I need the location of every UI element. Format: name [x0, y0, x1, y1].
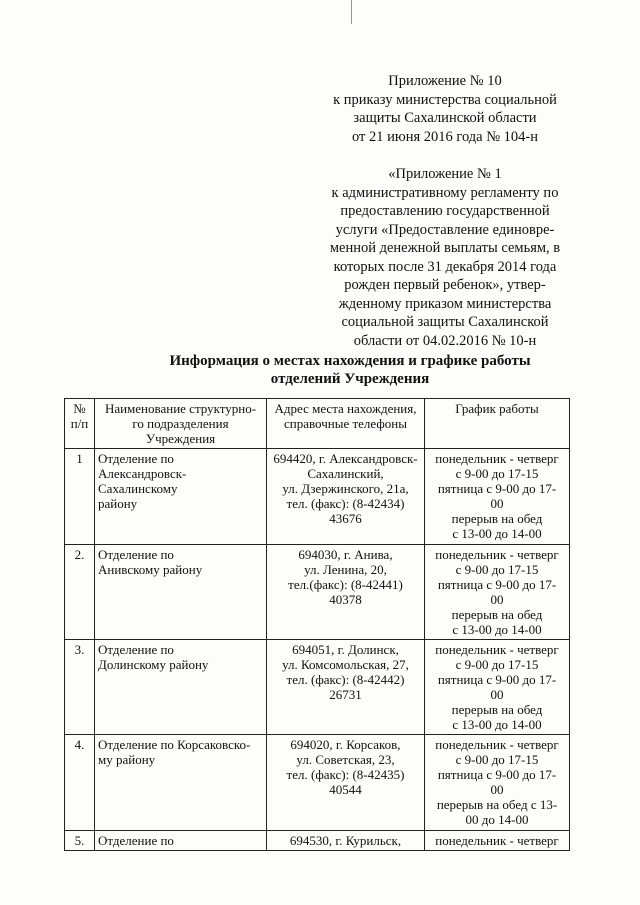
office-address-line: 43676: [329, 511, 362, 526]
office-name: [95, 831, 267, 851]
office-address-line: 40378: [329, 592, 362, 607]
appendix-1-line: рожден первый ребенок», утвер-: [344, 277, 546, 293]
header-line: График работы: [455, 401, 539, 416]
office-address: [267, 640, 425, 735]
office-address-line: ул. Комсомольская, 27,: [282, 657, 409, 672]
header-name: [95, 399, 267, 449]
office-name-line: Отделение по Корсаковско-: [98, 737, 251, 752]
office-schedule-line: понедельник - четверг: [435, 737, 559, 752]
office-schedule: [425, 831, 570, 851]
office-name-line: району: [98, 496, 138, 511]
office-schedule-line: понедельник - четверг: [435, 833, 559, 848]
office-schedule: [425, 640, 570, 735]
office-address-line: 694530, г. Курильск,: [289, 833, 402, 848]
office-name-line: Сахалинскому: [98, 481, 178, 496]
row-number: 2.: [65, 545, 95, 640]
office-schedule-line: понедельник - четверг: [435, 547, 559, 562]
office-address-line: ул. Ленина, 20,: [304, 562, 387, 577]
office-name-line: Анивскому району: [98, 562, 203, 577]
appendix-1-line: услуги «Предоставление единовре-: [335, 221, 555, 238]
office-name-line: Отделение по: [98, 547, 174, 562]
office-address-line: Сахалинский,: [307, 466, 384, 481]
office-schedule-line: пятница с 9-00 до 17-: [437, 481, 557, 496]
table-row: [65, 640, 570, 735]
office-name: [95, 735, 267, 831]
table-row: [65, 449, 570, 545]
office-schedule-line: 00: [490, 687, 504, 702]
appendix-1-line: жденному приказом министерства: [338, 295, 552, 312]
appendix-10-line: Приложение № 10: [388, 73, 502, 89]
table-row: [65, 735, 570, 831]
office-address-line: ул. Дзержинского, 21а,: [282, 481, 409, 496]
office-name-line: му району: [98, 752, 156, 767]
office-schedule-line: с 13-00 до 14-00: [452, 622, 542, 637]
appendix-1-line: социальной защиты Сахалинской: [341, 314, 549, 330]
office-schedule-line: с 9-00 до 17-15: [455, 466, 539, 481]
office-name-line: Отделение по: [98, 451, 174, 466]
office-schedule-line: 00: [490, 592, 504, 607]
office-schedule-line: с 9-00 до 17-15: [455, 562, 539, 577]
office-schedule-line: понедельник - четверг: [435, 642, 559, 657]
office-schedule: [425, 449, 570, 545]
document-title: [90, 352, 610, 388]
header-line: Адрес места нахождения,: [274, 401, 417, 416]
office-schedule-line: перерыв на обед: [451, 511, 543, 526]
office-address-line: 26731: [329, 687, 362, 702]
office-name-line: Долинскому району: [98, 657, 209, 672]
office-schedule-line: пятница с 9-00 до 17-: [437, 767, 557, 782]
appendix-header: [300, 72, 590, 350]
office-address-line: 694420, г. Александровск-: [273, 451, 418, 466]
table-body: [65, 449, 570, 851]
office-name: [95, 449, 267, 545]
table-row: [65, 831, 570, 851]
office-schedule-line: с 9-00 до 17-15: [455, 657, 539, 672]
office-schedule: [425, 545, 570, 640]
office-address-line: тел. (факс): (8-42442): [286, 672, 405, 687]
header-line: справочные телефоны: [284, 416, 407, 431]
office-address: [267, 545, 425, 640]
table-row: [65, 545, 570, 640]
header-line: го подразделения: [132, 416, 229, 431]
office-schedule-line: перерыв на обед: [451, 702, 543, 717]
office-schedule-line: с 13-00 до 14-00: [452, 526, 542, 541]
office-name-line: Александровск-: [98, 466, 187, 481]
office-schedule-line: пятница с 9-00 до 17-: [437, 672, 557, 687]
table-header-row: [65, 399, 570, 449]
appendix-10-line: к приказу министерства социальной: [333, 91, 557, 108]
appendix-1-line: которых после 31 декабря 2014 года: [333, 258, 557, 275]
office-schedule-line: пятница с 9-00 до 17-: [437, 577, 557, 592]
title-line: Информация о местах нахождения и графике работы: [169, 353, 531, 369]
spacer: [300, 146, 590, 165]
scan-artifact-line: [351, 0, 352, 24]
office-address: [267, 831, 425, 851]
appendix-1-line: к административному регламенту по: [331, 184, 559, 201]
row-number: 1: [65, 449, 95, 545]
header-line: п/п: [70, 416, 89, 431]
office-schedule: [425, 735, 570, 831]
office-address-line: 694030, г. Анива,: [298, 547, 393, 562]
appendix-1-line: «Приложение № 1: [388, 166, 502, 182]
office-address-line: тел.(факс): (8-42441): [288, 577, 403, 592]
office-schedule-line: перерыв на обед с 13-: [436, 797, 558, 812]
office-address-line: ул. Советская, 23,: [296, 752, 395, 767]
office-schedule-line: с 9-00 до 17-15: [455, 752, 539, 767]
row-number: 5.: [65, 831, 95, 851]
office-schedule-line: с 13-00 до 14-00: [452, 717, 542, 732]
offices-table: [64, 398, 570, 851]
office-address: [267, 449, 425, 545]
office-address-line: 40544: [329, 782, 362, 797]
office-name-line: Отделение по: [98, 642, 174, 657]
office-schedule-line: перерыв на обед: [451, 607, 543, 622]
appendix-10-line: от 21 июня 2016 года № 104-н: [351, 128, 539, 145]
office-name-line: Отделение по: [98, 833, 174, 848]
row-number: 4.: [65, 735, 95, 831]
header-schedule: [425, 399, 570, 449]
office-address-line: тел. (факс): (8-42434): [286, 496, 405, 511]
title-line: отделений Учреждения: [270, 371, 430, 387]
header-address: [267, 399, 425, 449]
office-name: [95, 640, 267, 735]
appendix-10-line: защиты Сахалинской области: [353, 110, 537, 126]
office-address-line: 694020, г. Корсаков,: [290, 737, 401, 752]
office-schedule-line: 00 до 14-00: [465, 812, 529, 827]
appendix-1-line: области от 04.02.2016 № 10-н: [353, 332, 537, 349]
appendix-1-line: менной денежной выплаты семьям, в: [329, 240, 561, 256]
office-schedule-line: 00: [490, 496, 504, 511]
header-line: №: [73, 401, 86, 416]
office-address: [267, 735, 425, 831]
appendix-1-line: предоставлению государственной: [340, 203, 550, 219]
office-address-line: 694051, г. Долинск,: [292, 642, 399, 657]
office-schedule-line: понедельник - четверг: [435, 451, 559, 466]
header-number: [65, 399, 95, 449]
office-name: [95, 545, 267, 640]
row-number: 3.: [65, 640, 95, 735]
office-schedule-line: 00: [490, 782, 504, 797]
header-line: Наименование структурно-: [104, 401, 257, 416]
header-line: Учреждения: [145, 431, 216, 446]
office-address-line: тел. (факс): (8-42435): [286, 767, 405, 782]
